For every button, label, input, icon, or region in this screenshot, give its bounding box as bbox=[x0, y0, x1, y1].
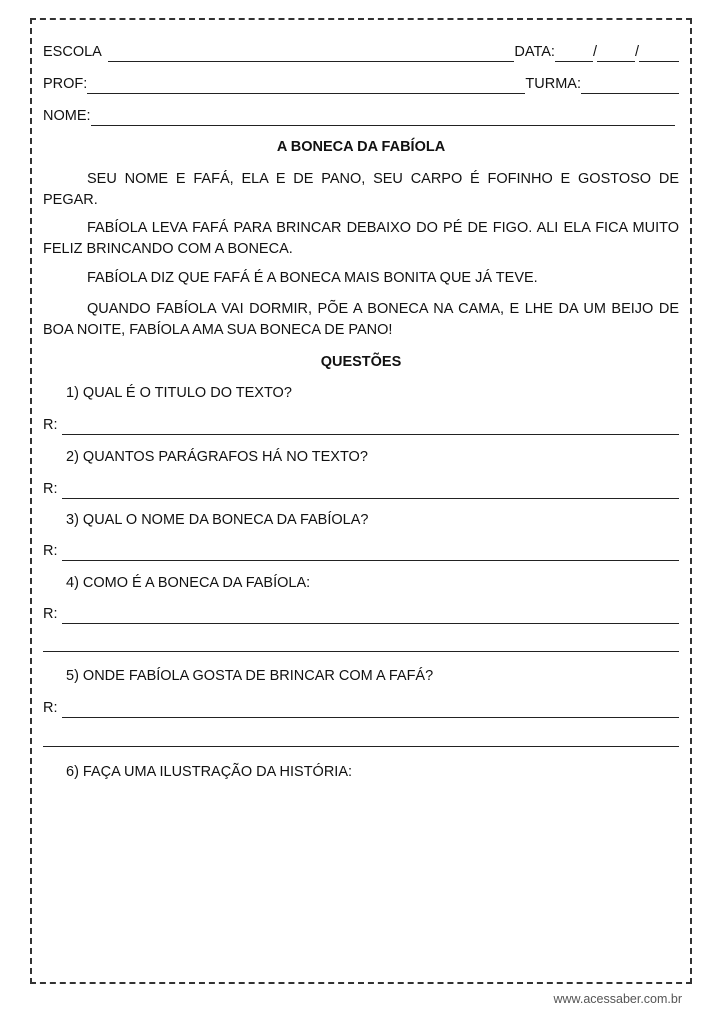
question-2: 2) QUANTOS PARÁGRAFOS HÁ NO TEXTO? bbox=[66, 449, 368, 465]
question-6: 6) FAÇA UMA ILUSTRAÇÃO DA HISTÓRIA: bbox=[66, 764, 353, 780]
date-sep-2: / bbox=[634, 44, 639, 60]
story-paragraph-1: SEU NOME E FAFÁ, ELA E DE PANO, SEU CARPO É FOFINHO E GOSTOSO DE PEGAR. bbox=[43, 171, 679, 208]
nome-row bbox=[43, 106, 679, 126]
escola-label: ESCOLA bbox=[43, 44, 102, 60]
answer-line[interactable] bbox=[62, 703, 680, 718]
question-5: 5) ONDE FABÍOLA GOSTA DE BRINCAR COM A FAFÁ? bbox=[66, 668, 434, 684]
answer-line[interactable] bbox=[62, 484, 680, 499]
nome-label: NOME: bbox=[43, 108, 91, 124]
answer-extra-line[interactable] bbox=[43, 746, 679, 747]
answer-row-3 bbox=[43, 541, 679, 561]
turma-field[interactable] bbox=[581, 79, 679, 94]
turma-label: TURMA: bbox=[525, 76, 581, 92]
story-paragraph-4: QUANDO FABÍOLA VAI DORMIR, PÕE A BONECA NA CAMA, E LHE DA UM BEIJO DE BOA NOITE, FABÍOLA AMA SUA BONECA DE PANO! bbox=[43, 301, 679, 338]
questions-title: QUESTÕES bbox=[320, 354, 402, 370]
story-paragraph-2: FABÍOLA LEVA FAFÁ PARA BRINCAR DEBAIXO DO PÉ DE FIGO. ALI ELA FICA MUITO FELIZ BRINCANDO COM A BONECA. bbox=[43, 220, 679, 257]
prof-label: PROF: bbox=[43, 76, 88, 92]
answer-label: R: bbox=[43, 481, 58, 497]
prof-field[interactable] bbox=[87, 79, 525, 94]
answer-label: R: bbox=[43, 417, 58, 433]
date-month-field[interactable] bbox=[597, 47, 635, 62]
answer-line[interactable] bbox=[62, 546, 680, 561]
question-3: 3) QUAL O NOME DA BONECA DA FABÍOLA? bbox=[66, 512, 369, 528]
answer-extra-line[interactable] bbox=[43, 651, 679, 652]
date-day-field[interactable] bbox=[555, 47, 593, 62]
escola-row bbox=[43, 42, 679, 62]
question-4: 4) COMO É A BONECA DA FABÍOLA: bbox=[66, 575, 311, 591]
page-border bbox=[30, 18, 692, 984]
answer-label: R: bbox=[43, 606, 58, 622]
answer-label: R: bbox=[43, 543, 58, 559]
answer-row-1 bbox=[43, 415, 679, 435]
date-year-field[interactable] bbox=[639, 47, 679, 62]
prof-row bbox=[43, 74, 679, 94]
data-label: DATA: bbox=[514, 44, 555, 60]
question-1: 1) QUAL É O TITULO DO TEXTO? bbox=[66, 385, 292, 401]
answer-row-4 bbox=[43, 604, 679, 624]
story-title: A BONECA DA FABÍOLA bbox=[276, 139, 446, 155]
nome-field[interactable] bbox=[91, 111, 675, 126]
escola-field[interactable] bbox=[108, 47, 515, 62]
website-footer: www.acessaber.com.br bbox=[553, 992, 682, 1006]
answer-row-5 bbox=[43, 698, 679, 718]
answer-row-2 bbox=[43, 479, 679, 499]
answer-line[interactable] bbox=[62, 420, 680, 435]
answer-label: R: bbox=[43, 700, 58, 716]
story-paragraph-3: FABÍOLA DIZ QUE FAFÁ É A BONECA MAIS BONITA QUE JÁ TEVE. bbox=[87, 270, 538, 286]
date-sep-1: / bbox=[592, 44, 597, 60]
answer-line[interactable] bbox=[62, 609, 680, 624]
